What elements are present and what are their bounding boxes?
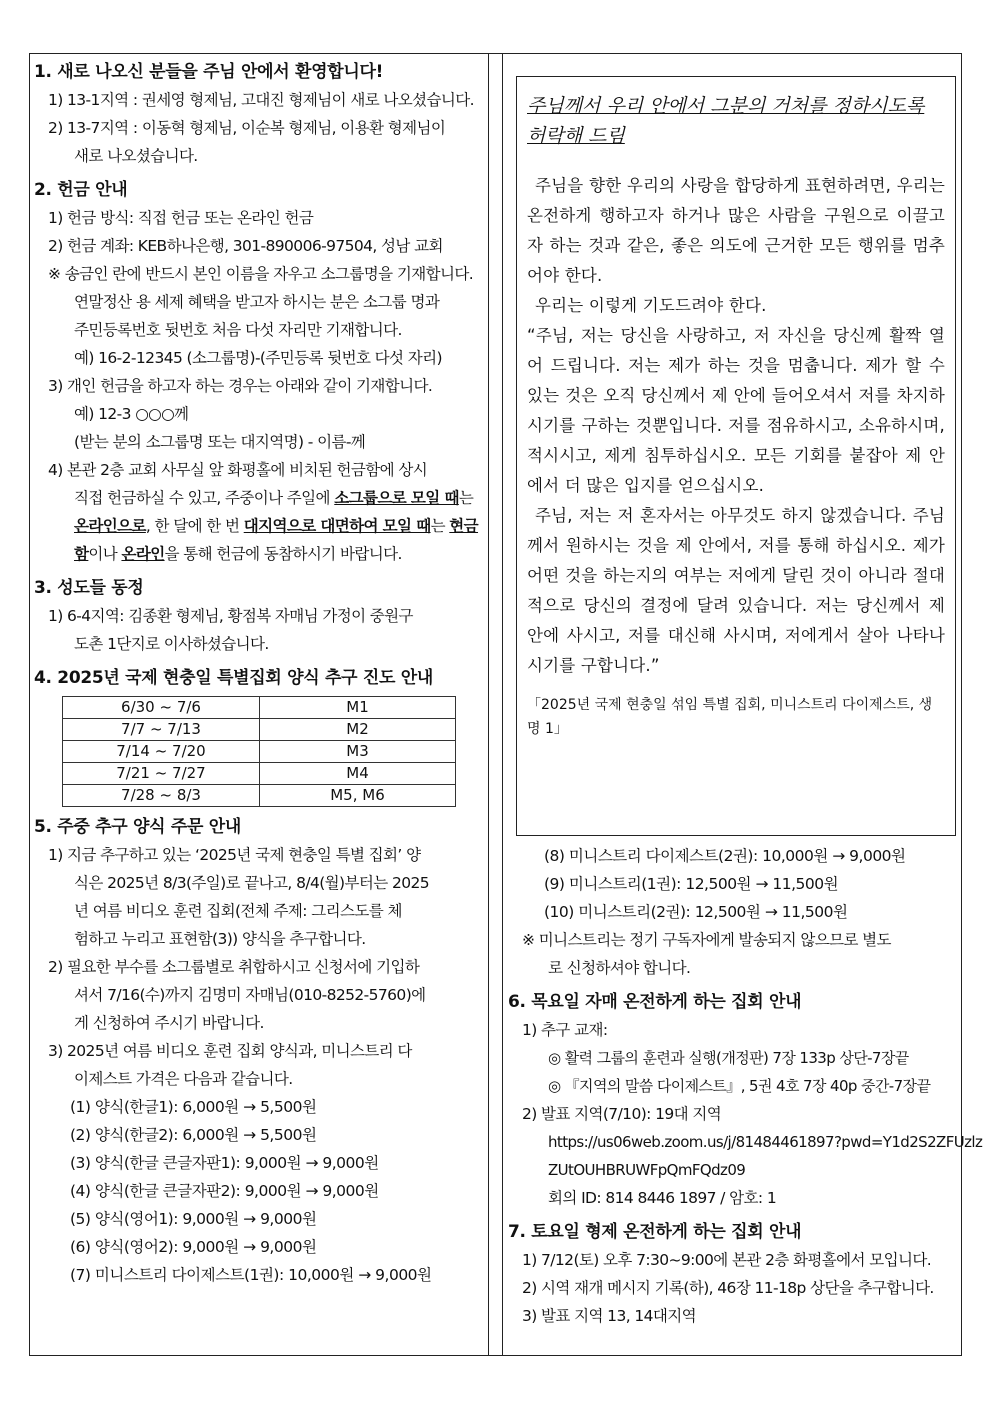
text: 을 통해 헌금에 동참하시기 바랍니다. bbox=[164, 545, 402, 563]
emphasis: 온라인으로 bbox=[74, 517, 146, 535]
schedule-dates: 7/7 ~ 7/13 bbox=[63, 719, 260, 741]
schedule-table bbox=[62, 696, 456, 807]
section-news bbox=[34, 574, 484, 658]
note: ※ 미니스트리는 정기 구독자에게 발송되지 않으므로 별도 bbox=[522, 931, 891, 949]
note-cont: 연말정산 용 세제 혜택을 받고자 하시는 분은 소그룹 명과 bbox=[74, 293, 440, 311]
emphasis: 대지역으로 대면하여 모일 때 bbox=[243, 517, 431, 535]
quote-paragraph: “주님, 저는 당신을 사랑하고, 저 자신을 당신께 활짝 열어 드립니다. 저는 제가 하는 것을 멈춥니다. 제가 할 수 있는 것은 오직 당신께서 제 안에 들어오셔서 저를 차지하시기를 구하는 것뿐입니다. 저를 점유하시고, 소유하시며, 적시시고, 제게 침투하십시오. 모든 기회를 붙잡아 제 안에서 더 많은 입지를 얻으십시오. bbox=[527, 326, 945, 495]
section-title: 4. 2025년 국제 현충일 특별집회 양식 추구 진도 안내 bbox=[34, 668, 433, 688]
schedule-dates: 7/21 ~ 7/27 bbox=[63, 763, 260, 785]
section-schedule bbox=[34, 664, 484, 807]
list-item: 2) 헌금 계좌: KEB하나은행, 301-890006-97504, 성남 교회 bbox=[48, 237, 443, 255]
section-title: 5. 주중 추구 양식 주문 안내 bbox=[34, 817, 241, 837]
list-item: 3) 발표 지역 13, 14대지역 bbox=[522, 1307, 697, 1325]
note: ※ 송금인 란에 반드시 본인 이름을 자우고 소그룹명을 기재합니다. bbox=[48, 265, 474, 283]
price-item: (7) 미니스트리 다이제스트(1권): 10,000원 → 9,000원 bbox=[70, 1266, 432, 1284]
right-column bbox=[508, 58, 983, 1330]
note-cont: 로 신청하셔야 합니다. bbox=[548, 959, 691, 977]
list-item: 2) 필요한 부수를 소그룹별로 취합하시고 신청서에 기입하 bbox=[48, 958, 420, 976]
list-item-cont: 게 신청하여 주시기 바랍니다. bbox=[74, 1014, 264, 1032]
list-item-cont: 식은 2025년 8/3(주일)로 끝나고, 8/4(월)부터는 2025 bbox=[74, 874, 429, 892]
section-title: 3. 성도들 동정 bbox=[34, 578, 144, 598]
list-item: 1) 13-1지역 : 권세영 형제님, 고대진 형제님이 새로 나오셨습니다. bbox=[48, 91, 474, 109]
list-item-cont bbox=[34, 512, 484, 540]
schedule-module: M1 bbox=[260, 697, 456, 719]
zoom-link-cont[interactable]: ZUtOUHBRUWFpQmFQdz09 bbox=[548, 1161, 746, 1179]
schedule-row bbox=[63, 785, 456, 807]
emphasis: 함 bbox=[74, 545, 89, 563]
quote-paragraph: 우리는 이렇게 기도드려야 한다. bbox=[535, 296, 767, 315]
note-example: 예) 16-2-12345 (소그룹명)-(주민등록 뒷번호 다섯 자리) bbox=[74, 349, 442, 367]
list-item-cont bbox=[34, 540, 484, 568]
emphasis: 소그룹으로 모일 때 bbox=[334, 489, 459, 507]
material-item: ◎ 활력 그룹의 훈련과 실행(개정판) 7장 133p 상단-7장끝 bbox=[548, 1049, 909, 1067]
list-item-cont: 새로 나오셨습니다. bbox=[74, 147, 198, 165]
price-item: (3) 양식(한글 큰글자판1): 9,000원 → 9,000원 bbox=[70, 1154, 379, 1172]
text: 직접 헌금하실 수 있고, 주중이나 주일에 bbox=[74, 489, 335, 507]
emphasis: 온라인 bbox=[121, 545, 165, 563]
list-item-cont: 험하고 누리고 표현함(3)) 양식을 추구합니다. bbox=[74, 930, 366, 948]
price-item: (10) 미니스트리(2권): 12,500원 → 11,500원 bbox=[544, 903, 848, 921]
list-item-cont bbox=[34, 484, 484, 512]
emphasis: 현금 bbox=[449, 517, 479, 535]
list-item: 1) 6-4지역: 김종환 형제님, 황점복 자매님 가정이 중원구 bbox=[48, 607, 413, 625]
material-item: ◎ 『지역의 말씀 다이제스트』, 5권 4호 7장 40p 중간-7장끝 bbox=[548, 1077, 931, 1095]
list-item: 2) 발표 지역(7/10): 19대 지역 bbox=[522, 1105, 722, 1123]
quote-paragraph: 주님, 저는 저 혼자서는 아무것도 하지 않겠습니다. 주님께서 원하시는 것을 제 안에서, 저를 통해 하십시오. 제가 어떤 것을 하는지의 여부는 저에게 달린 것이 아니라 절대적으로 당신의 결정에 달려 있습니다. 저는 당신께서 제 안에 사시고, 저를 대신해 사시며, 저에게서 살아 나타나시기를 구합니다.” bbox=[527, 506, 945, 675]
meeting-info: 회의 ID: 814 8446 1897 / 암호: 1 bbox=[548, 1189, 777, 1207]
price-item: (4) 양식(한글 큰글자판2): 9,000원 → 9,000원 bbox=[70, 1182, 379, 1200]
text: 이나 bbox=[88, 545, 122, 563]
schedule-module: M3 bbox=[260, 741, 456, 763]
list-item: 3) 개인 헌금을 하고자 하는 경우는 아래와 같이 기재합니다. bbox=[48, 377, 433, 395]
list-item: 2) 시역 재개 메시지 기록(하), 46장 11-18p 상단을 추구합니다. bbox=[522, 1279, 934, 1297]
section-welcome bbox=[34, 58, 484, 170]
list-item-cont: 셔서 7/16(수)까지 김명미 자매님(010-8252-5760)에 bbox=[74, 986, 426, 1004]
list-item: 2) 13-7지역 : 이동혁 형제님, 이순복 형제님, 이용환 형제님이 bbox=[48, 119, 446, 137]
list-item: 3) 2025년 여름 비디오 훈련 집회 양식과, 미니스트리 다 bbox=[48, 1042, 412, 1060]
schedule-dates: 6/30 ~ 7/6 bbox=[63, 697, 260, 719]
schedule-row bbox=[63, 697, 456, 719]
schedule-module: M5, M6 bbox=[260, 785, 456, 807]
schedule-module: M2 bbox=[260, 719, 456, 741]
schedule-module: M4 bbox=[260, 763, 456, 785]
quote-title: 주님께서 우리 안에서 그분의 거처를 정하시도록 허락해 드림 bbox=[527, 95, 925, 147]
quote-body bbox=[527, 171, 945, 681]
section-thursday bbox=[508, 988, 983, 1212]
section-order bbox=[34, 813, 484, 1289]
example: (받는 분의 소그룹명 또는 대지역명) - 이름-께 bbox=[74, 433, 366, 451]
left-column bbox=[34, 58, 484, 1289]
schedule-dates: 7/14 ~ 7/20 bbox=[63, 741, 260, 763]
text: 는 bbox=[430, 517, 450, 535]
text: , 한 달에 한 번 bbox=[145, 517, 244, 535]
list-item-cont: 년 여름 비디오 훈련 집회(전체 주제: 그리스도를 체 bbox=[74, 902, 402, 920]
schedule-row bbox=[63, 763, 456, 785]
example: 예) 12-3 ○○○께 bbox=[74, 405, 189, 423]
list-item: 1) 헌금 방식: 직접 헌금 또는 온라인 헌금 bbox=[48, 209, 314, 227]
note-cont: 주민등록번호 뒷번호 처음 다섯 자리만 기재합니다. bbox=[74, 321, 402, 339]
section-title: 1. 새로 나오신 분들을 주님 안에서 환영합니다! bbox=[34, 62, 384, 82]
schedule-dates: 7/28 ~ 8/3 bbox=[63, 785, 260, 807]
price-item: (5) 양식(영어1): 9,000원 → 9,000원 bbox=[70, 1210, 317, 1228]
list-item-cont: 이제스트 가격은 다음과 같습니다. bbox=[74, 1070, 293, 1088]
text: 는 bbox=[458, 489, 474, 507]
schedule-row bbox=[63, 741, 456, 763]
list-item: 1) 추구 교재: bbox=[522, 1021, 608, 1039]
section-offering bbox=[34, 176, 484, 568]
price-item: (1) 양식(한글1): 6,000원 → 5,500원 bbox=[70, 1098, 317, 1116]
list-item: 1) 지금 추구하고 있는 ‘2025년 국제 현충일 특별 집회’ 양 bbox=[48, 846, 421, 864]
price-item: (9) 미니스트리(1권): 12,500원 → 11,500원 bbox=[544, 875, 839, 893]
section-order-cont bbox=[508, 842, 958, 982]
price-item: (2) 양식(한글2): 6,000원 → 5,500원 bbox=[70, 1126, 317, 1144]
list-item: 1) 7/12(토) 오후 7:30~9:00에 본관 2층 화평홀에서 모입니다. bbox=[522, 1251, 932, 1269]
price-item: (6) 양식(영어2): 9,000원 → 9,000원 bbox=[70, 1238, 317, 1256]
price-item: (8) 미니스트리 다이제스트(2권): 10,000원 → 9,000원 bbox=[544, 847, 906, 865]
schedule-row bbox=[63, 719, 456, 741]
quote-box bbox=[516, 76, 956, 836]
section-title: 6. 목요일 자매 온전하게 하는 집회 안내 bbox=[508, 992, 802, 1012]
section-title: 7. 토요일 형제 온전하게 하는 집회 안내 bbox=[508, 1222, 802, 1242]
quote-source: 「2025년 국제 현충일 섞임 특별 집회, 미니스트리 다이제스트, 생명 1」 bbox=[527, 697, 933, 737]
list-item-cont: 도촌 1단지로 이사하셨습니다. bbox=[74, 635, 269, 653]
quote-paragraph: 주님을 향한 우리의 사랑을 합당하게 표현하려면, 우리는 온전하게 행하고자 하거나 많은 사람을 구원으로 이끌고자 하는 것과 같은, 좋은 의도에 근거한 모든 행위를 멈추어야 한다. bbox=[527, 176, 945, 285]
zoom-link[interactable]: https://us06web.zoom.us/j/81484461897?pwd=Y1d2S2ZFUzlz bbox=[548, 1133, 983, 1151]
column-divider bbox=[488, 53, 503, 1356]
section-saturday bbox=[508, 1218, 958, 1330]
list-item: 4) 본관 2층 교회 사무실 앞 화평홀에 비치된 헌금함에 상시 bbox=[48, 461, 428, 479]
section-title: 2. 헌금 안내 bbox=[34, 180, 128, 200]
